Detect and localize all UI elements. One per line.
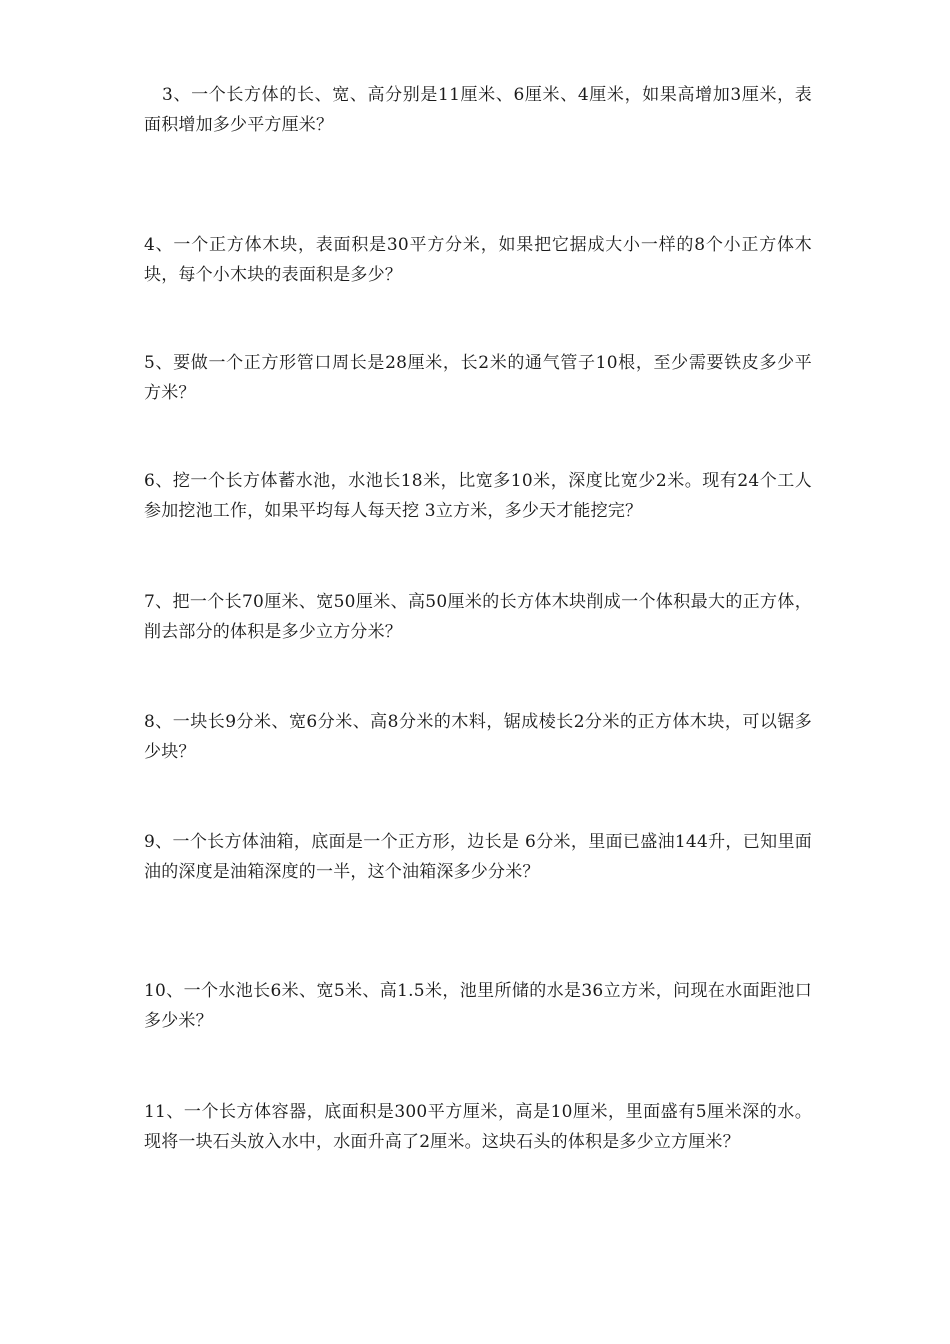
problem-6: 6、挖一个长方体蓄水池，水池长18米，比宽多10米，深度比宽少2米。现有24个工人参加挖池工作，如果平均每人每天挖 3立方米，多少天才能挖完？ <box>144 471 812 521</box>
problem-8: 8、一块长9分米、宽6分米、高8分米的木料，锯成棱长2分米的正方体木块，可以锯多少块？ <box>144 712 812 762</box>
problem-9: 9、一个长方体油箱，底面是一个正方形，边长是 6分米，里面已盛油144升，已知里面油的深度是油箱深度的一半，这个油箱深多少分米？ <box>144 832 812 882</box>
problem-11: 11、一个长方体容器，底面积是300平方厘米，高是10厘米，里面盛有5厘米深的水。现将一块石头放入水中，水面升高了2厘米。这块石头的体积是多少立方厘米？ <box>144 1102 812 1152</box>
problem-4: 4、一个正方体木块，表面积是30平方分米，如果把它据成大小一样的8个小正方体木块，每个小木块的表面积是多少？ <box>144 235 812 285</box>
problem-10: 10、一个水池长6米、宽5米、高1.5米，池里所储的水是36立方米，问现在水面距池口多少米？ <box>144 981 812 1031</box>
problem-7: 7、把一个长70厘米、宽50厘米、高50厘米的长方体木块削成一个体积最大的正方体，削去部分的体积是多少立方分米？ <box>144 592 812 642</box>
problem-5: 5、要做一个正方形管口周长是28厘米，长2米的通气管子10根，至少需要铁皮多少平方米？ <box>144 353 812 403</box>
problem-3: 3、一个长方体的长、宽、高分别是11厘米、6厘米、4厘米，如果高增加3厘米，表面积增加多少平方厘米？ <box>144 85 812 135</box>
